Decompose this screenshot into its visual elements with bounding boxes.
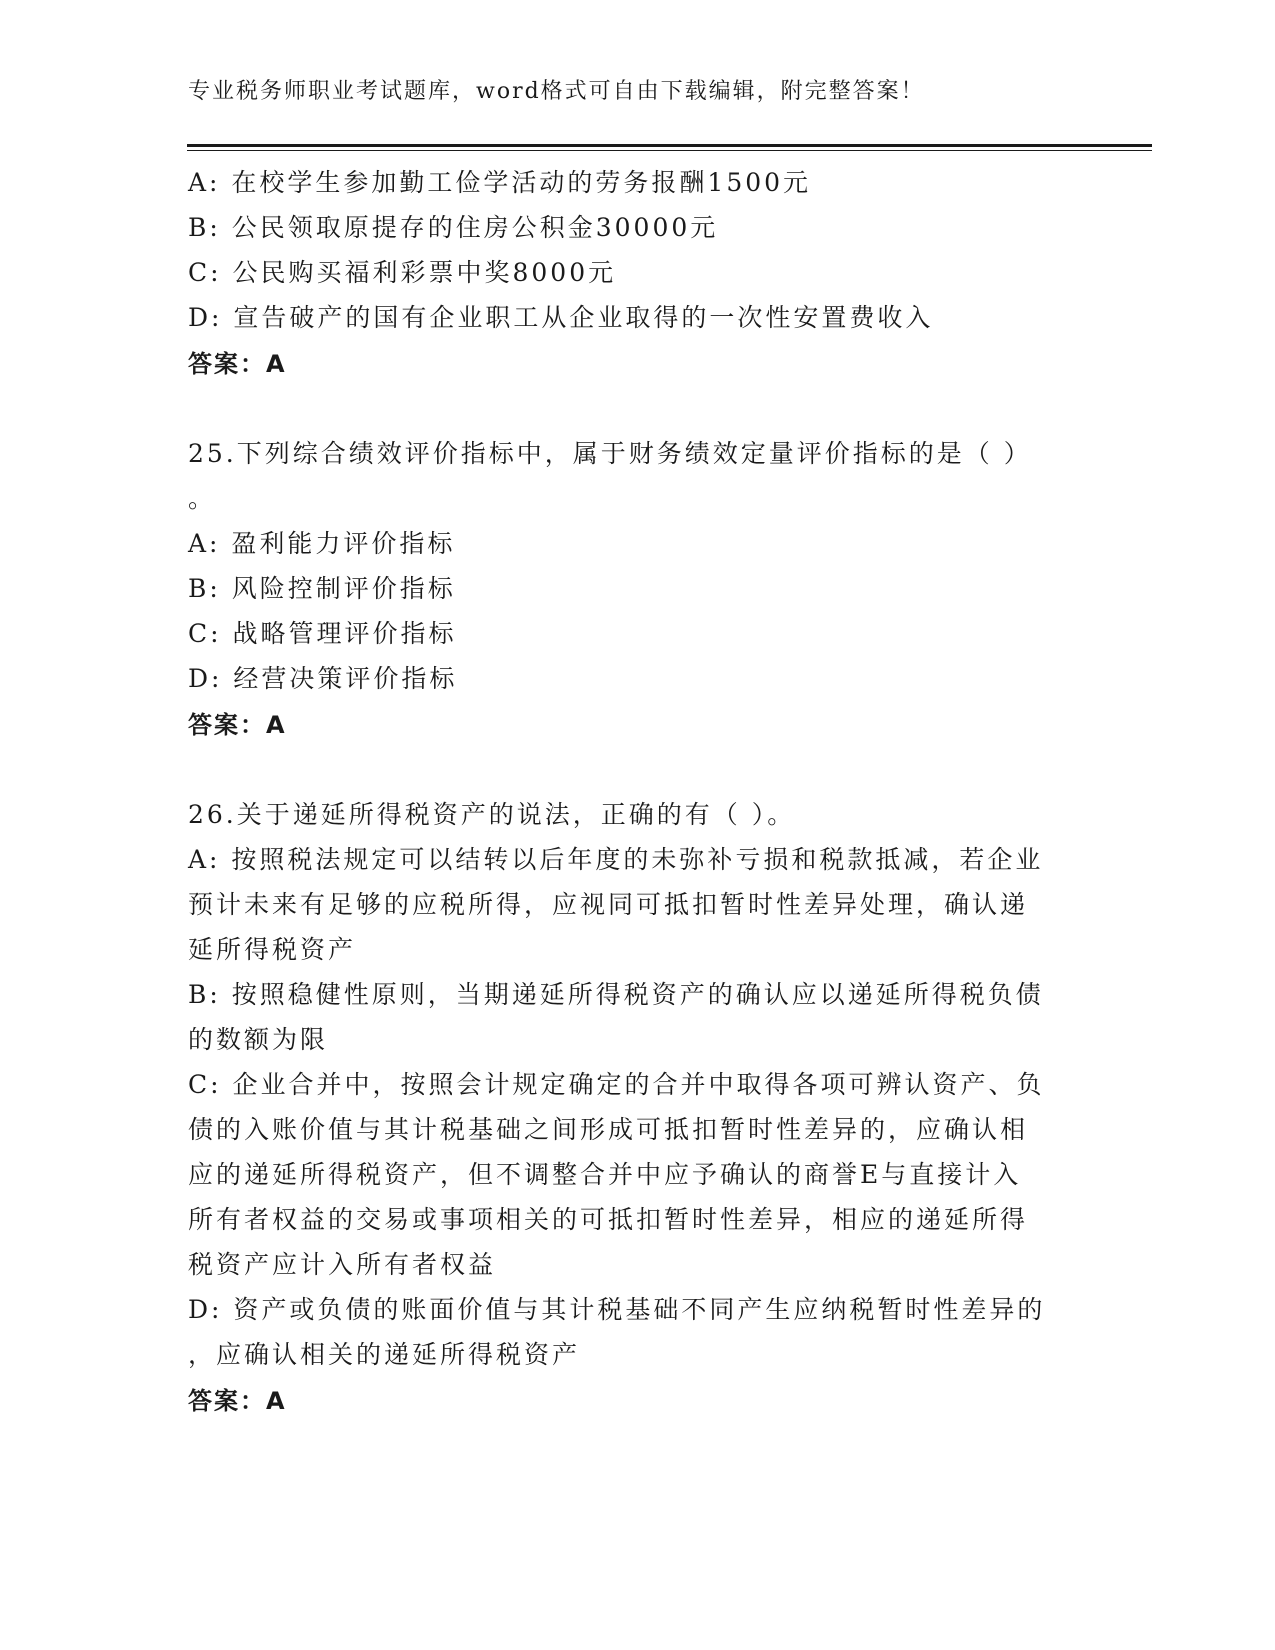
q26-option-c-line: 应的递延所得税资产，但不调整合并中应予确认的商誉E与直接计入 — [188, 1160, 1022, 1189]
q25-stem-continuation: 。 — [188, 484, 217, 513]
q26-option-b-line: 的数额为限 — [188, 1025, 329, 1054]
q26-option-b: B: 按照稳健性原则，当期递延所得税资产的确认应以递延所得税负债 — [188, 980, 1044, 1009]
q26-option-d: D: 资产或负债的账面价值与其计税基础不同产生应纳税暂时性差异的 — [188, 1295, 1046, 1324]
q25-option-d: D: 经营决策评价指标 — [188, 664, 458, 693]
q25-answer: 答案：A — [188, 711, 287, 739]
q24-option-d: D: 宣告破产的国有企业职工从企业取得的一次性安置费收入 — [188, 303, 934, 332]
page-header: 专业税务师职业考试题库，word格式可自由下载编辑，附完整答案！ — [188, 79, 925, 104]
q26-option-c-line: 债的入账价值与其计税基础之间形成可抵扣暂时性差异的，应确认相 — [188, 1115, 1029, 1144]
q24-answer: 答案：A — [188, 350, 287, 378]
q26-stem: 26.关于递延所得税资产的说法，正确的有（ ）。 — [188, 800, 796, 829]
q26-answer: 答案：A — [188, 1387, 287, 1415]
question-26 — [188, 792, 1088, 1377]
q26-option-c-line: 所有者权益的交易或事项相关的可抵扣暂时性差异，相应的递延所得 — [188, 1205, 1029, 1234]
header-divider — [187, 144, 1152, 147]
q25-option-a: A: 盈利能力评价指标 — [188, 529, 456, 558]
q26-option-c-line: 税资产应计入所有者权益 — [188, 1250, 497, 1279]
question-content — [188, 160, 1088, 1425]
q25-stem: 25.下列综合绩效评价指标中，属于财务绩效定量评价指标的是（ ） — [188, 439, 1032, 468]
question-25 — [188, 431, 1088, 701]
q26-option-d-line: ，应确认相关的递延所得税资产 — [188, 1340, 581, 1369]
q26-option-a: A: 按照税法规定可以结转以后年度的未弥补亏损和税款抵减，若企业 — [188, 845, 1044, 874]
spacer — [188, 388, 1088, 431]
q25-option-b: B: 风险控制评价指标 — [188, 574, 456, 603]
spacer — [188, 749, 1088, 792]
q24-option-b: B: 公民领取原提存的住房公积金30000元 — [188, 213, 719, 242]
question-24-options — [188, 160, 1088, 340]
q24-option-a: A: 在校学生参加勤工俭学活动的劳务报酬1500元 — [188, 168, 812, 197]
q26-option-c: C: 企业合并中，按照会计规定确定的合并中取得各项可辨认资产、负 — [188, 1070, 1045, 1099]
q26-option-a-line: 延所得税资产 — [188, 935, 357, 964]
q26-option-a-line: 预计未来有足够的应税所得，应视同可抵扣暂时性差异处理，确认递 — [188, 890, 1029, 919]
q25-option-c: C: 战略管理评价指标 — [188, 619, 457, 648]
q24-option-c: C: 公民购买福利彩票中奖8000元 — [188, 258, 617, 287]
